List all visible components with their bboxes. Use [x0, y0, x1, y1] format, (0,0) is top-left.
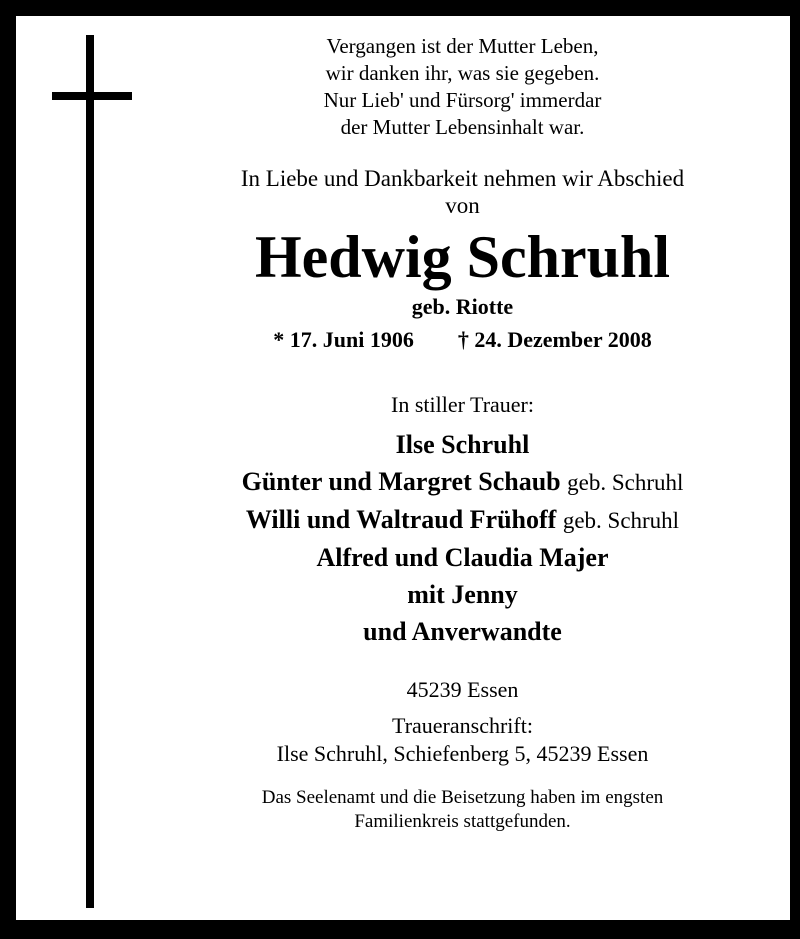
farewell-line: von: [445, 193, 480, 218]
poem-line: Vergangen ist der Mutter Leben,: [326, 34, 599, 58]
mourner: [150, 576, 775, 613]
mourner-nee: geb. Schruhl: [562, 508, 680, 533]
mourner-name: Willi und Waltraud Frühoff: [245, 505, 557, 534]
note-line: Das Seelenamt und die Beisetzung haben im engsten: [261, 787, 664, 808]
mourner: [150, 501, 775, 539]
funeral-note: [150, 786, 775, 834]
birth-date: * 17. Juni 1906: [273, 327, 414, 352]
farewell-intro: [150, 165, 775, 219]
mourner-name: Günter und Margret Schaub: [241, 467, 561, 496]
poem-line: der Mutter Lebensinhalt war.: [340, 115, 585, 139]
note-line: Familienkreis stattgefunden.: [354, 811, 571, 832]
deceased-name: Hedwig Schruhl: [254, 224, 671, 290]
cross-icon: [86, 35, 94, 908]
poem-line: wir danken ihr, was sie gegeben.: [325, 61, 600, 85]
poem-line: Nur Lieb' und Fürsorg' immerdar: [323, 88, 602, 112]
farewell-line: In Liebe und Dankbarkeit nehmen wir Abschied: [240, 166, 685, 191]
city: 45239 Essen: [406, 677, 519, 702]
address-label: Traueranschrift:: [392, 713, 533, 738]
life-dates: [150, 325, 775, 355]
cross-icon-crossbar: [52, 92, 132, 100]
mourner: [150, 539, 775, 576]
mourner-nee: geb. Schruhl: [567, 470, 684, 495]
mourning-address: Ilse Schruhl, Schiefenberg 5, 45239 Essen: [276, 741, 649, 766]
mourner-name: Ilse Schruhl: [395, 430, 530, 459]
mourners-list: [150, 426, 775, 650]
mourner-name: Alfred und Claudia Majer: [316, 543, 609, 572]
maiden-name: geb. Riotte: [411, 294, 514, 319]
mourning-label: In stiller Trauer:: [391, 392, 534, 417]
obituary-content: [150, 33, 775, 834]
mourner-name: und Anverwandte: [363, 617, 562, 646]
death-date: † 24. Dezember 2008: [457, 327, 652, 352]
mourner: [150, 463, 775, 501]
mourner-name: mit Jenny: [407, 580, 518, 609]
mourner: [150, 613, 775, 650]
mourner: [150, 426, 775, 463]
poem: [150, 33, 775, 141]
